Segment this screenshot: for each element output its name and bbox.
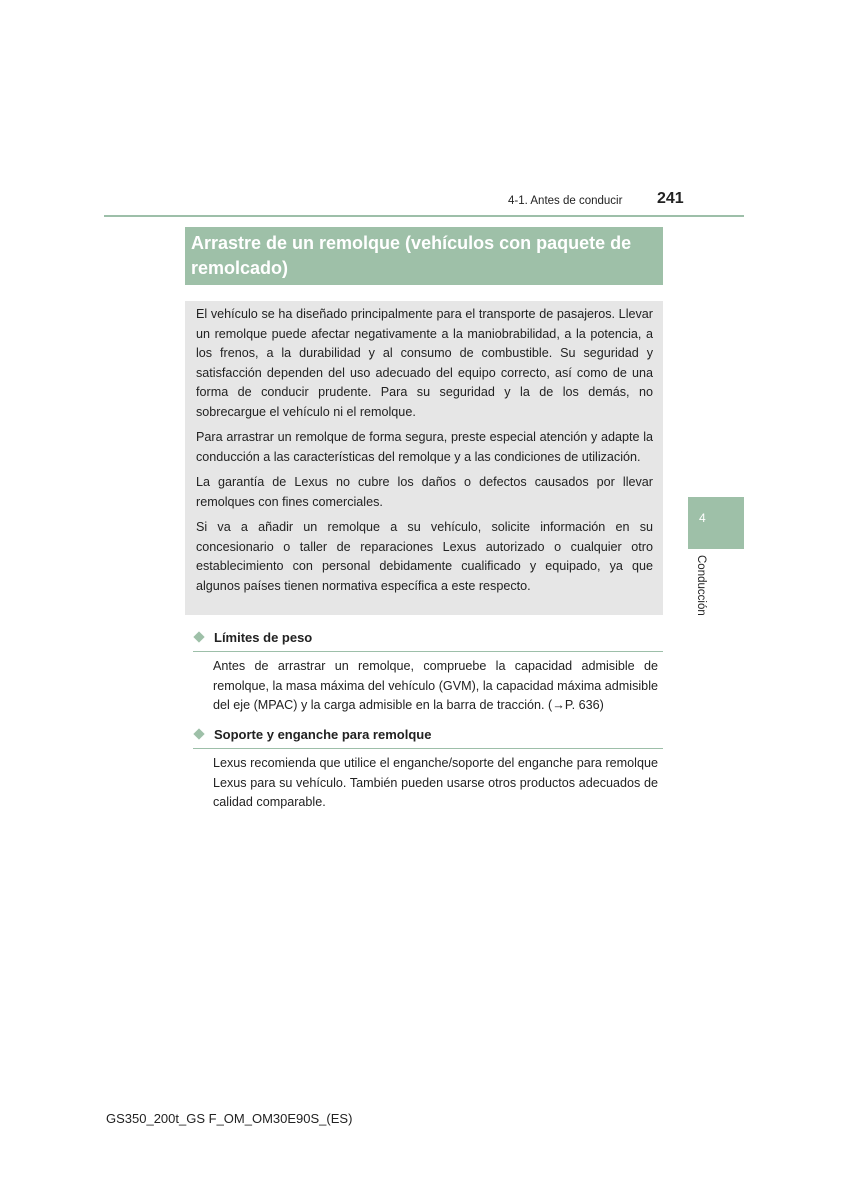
- subsection-body-hitch: Lexus recomienda que utilice el enganche/soporte del enganche para remolque Lexus para su vehículo. También pueden usarse otros productos adecuados de calidad comparable.: [213, 756, 658, 809]
- subsection-heading-text: Límites de peso: [214, 630, 313, 645]
- header-section-title: 4-1. Antes de conducir: [508, 195, 623, 207]
- chapter-tab[interactable]: [688, 497, 744, 549]
- subsection-body-weight-limits: Antes de arrastrar un remolque, compruebe la capacidad admisible de remolque, la masa máxima del vehículo (GVM), la capacidad máxima admisible del eje (MPAC) y la carga admisible en la barra de tracción. (→P. 636): [213, 659, 658, 712]
- subsection-heading-hitch: [193, 726, 663, 749]
- intro-paragraph: La garantía de Lexus no cubre los daños o defectos causados por llevar remolques con fines comerciales.: [196, 475, 653, 509]
- title-box: [185, 227, 663, 285]
- subsection-heading-text: Soporte y enganche para remolque: [214, 727, 432, 742]
- intro-paragraph: Si va a añadir un remolque a su vehículo, solicite información en su concesionario o taller de reparaciones Lexus autorizado o cualquier otro establecimiento con personal debidamente cualificado y equipado, ya que algunos países tienen normativa específica a este respecto.: [196, 520, 653, 593]
- page-number: 241: [657, 190, 684, 207]
- chapter-tab-number: 4: [699, 511, 706, 525]
- intro-paragraph: Para arrastrar un remolque de forma segura, preste especial atención y adapte la conducción a las características del remolque y a las condiciones de utilización.: [196, 430, 653, 464]
- intro-box: [185, 301, 663, 615]
- footer-document-code: GS350_200t_GS F_OM_OM30E90S_(ES): [106, 1111, 353, 1126]
- header-rule: [104, 215, 744, 217]
- subsection-heading-weight-limits: [193, 629, 663, 652]
- diamond-bullet-icon: [193, 631, 204, 642]
- page-title: Arrastre de un remolque (vehículos con paquete de remolcado): [191, 233, 632, 278]
- diamond-bullet-icon: [193, 728, 204, 739]
- intro-paragraph: El vehículo se ha diseñado principalmente para el transporte de pasajeros. Llevar un remolque puede afectar negativamente a la maniobrabilidad, a la potencia, a los frenos, a la durabilidad y al consumo de combustible. Su seguridad y satisfacción dependen del uso adecuado del equipo correcto, así como de una forma de conducir prudente. Para su seguridad y la de los demás, no sobrecargue el vehículo ni el remolque.: [196, 307, 653, 419]
- chapter-tab-label: Conducción: [695, 555, 707, 616]
